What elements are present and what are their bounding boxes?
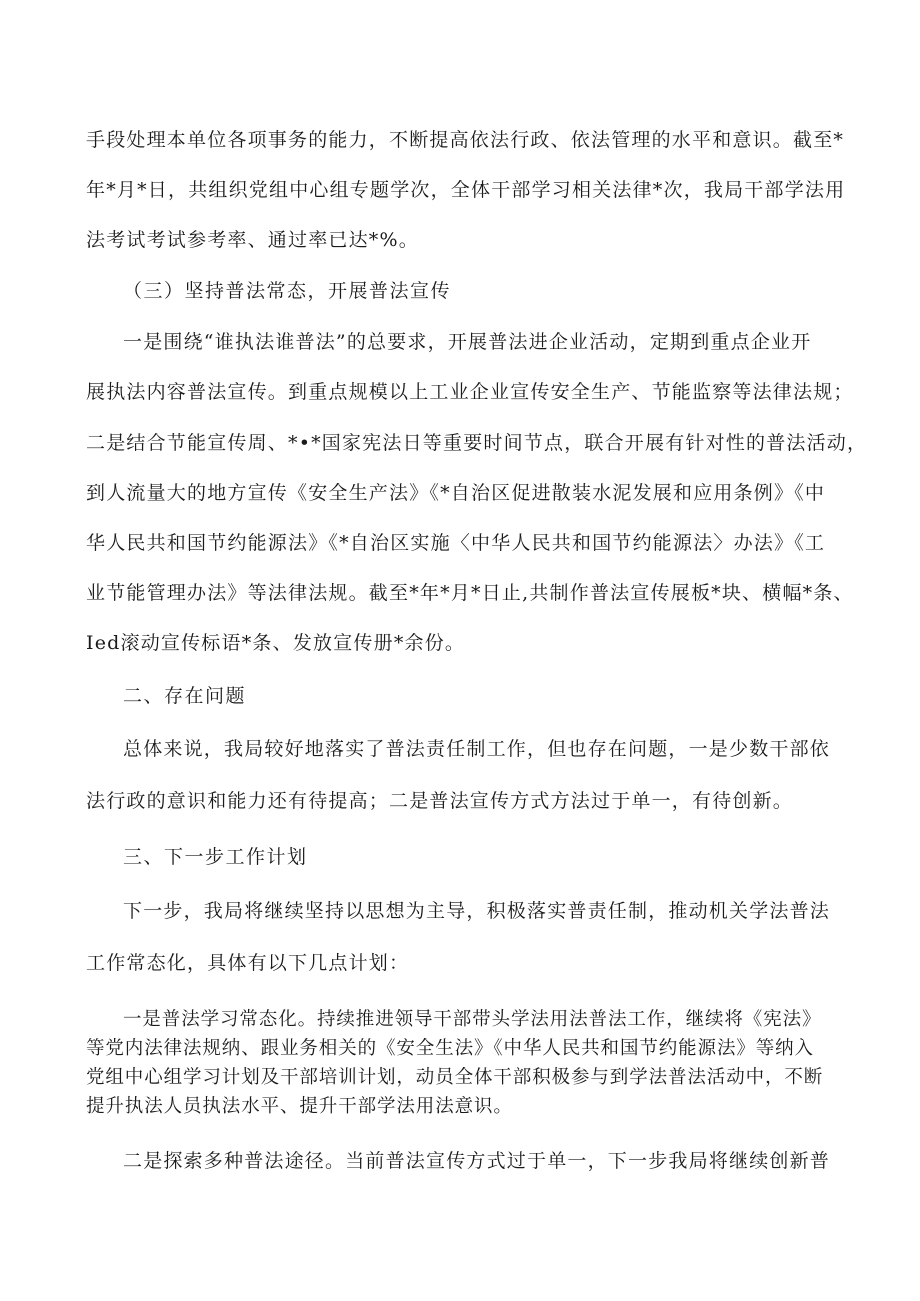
- text-line: Ied滚动宣传标语*条、发放宣传册*余份。: [86, 632, 466, 654]
- section-heading-3: （三）坚持普法常态，开展普法宣传: [123, 280, 452, 302]
- text-line: 手段处理本单位各项事务的能力，不断提高依法行政、依法管理的水平和意识。截至*: [86, 129, 845, 151]
- text-line: 到人流量大的地方宣传《安全生产法》《*自治区促进散装水泥发展和应用条例》《中: [86, 482, 826, 504]
- text-line: 二是探索多种普法途径。当前普法宣传方式过于单一，下一步我局将继续创新普: [123, 1150, 831, 1172]
- text-line: 年*月*日，共组织党组中心组专题学次，全体干部学习相关法律*次，我局干部学法用: [86, 179, 846, 201]
- text-line: 提升执法人员执法水平、提升干部学法用法意识。: [86, 1096, 513, 1117]
- text-line: 法考试考试参考率、通过率已达*%。: [86, 229, 419, 251]
- text-line: 二是结合节能宣传周、*•*国家宪法日等重要时间节点，联合开展有针对性的普法活动，: [86, 432, 868, 454]
- text-line: 下一步，我局将继续坚持以思想为主导，积极落实普责任制，推动机关学法普法: [123, 900, 831, 922]
- text-line: 业节能管理办法》等法律法规。截至*年*月*日止,共制作普法宣传展板*块、横幅*条、: [86, 582, 854, 604]
- section-heading-plan: 三、下一步工作计划: [123, 846, 308, 868]
- text-line: 总体来说，我局较好地落实了普法责任制工作，但也存在问题，一是少数干部依: [123, 738, 831, 760]
- text-line: 等党内法律法规纳、跟业务相关的《安全生法》《中华人民共和国节约能源法》等纳入: [86, 1038, 814, 1059]
- text-line: 工作常态化，具体有以下几点计划：: [86, 952, 410, 974]
- text-line: 华人民共和国节约能源法》《*自治区实施〈中华人民共和国节约能源法〉办法》《工: [86, 532, 826, 554]
- text-line: 一是普法学习常态化。持续推进领导干部带头学法用法普法工作，继续将《宪法》: [123, 1009, 822, 1030]
- section-heading-problems: 二、存在问题: [123, 685, 247, 707]
- text-line: 展执法内容普法宣传。到重点规模以上工业企业宣传安全生产、节能监察等法律法规；: [86, 381, 854, 403]
- text-line: 法行政的意识和能力还有待提高；二是普法宣传方式方法过于单一，有待创新。: [86, 790, 794, 812]
- text-line: 党组中心组学习计划及干部培训计划，动员全体干部积极参与到学法普法活动中，不断: [86, 1067, 824, 1088]
- text-line: 一是围绕“谁执法谁普法”的总要求，开展普法进企业活动，定期到重点企业开: [123, 331, 812, 353]
